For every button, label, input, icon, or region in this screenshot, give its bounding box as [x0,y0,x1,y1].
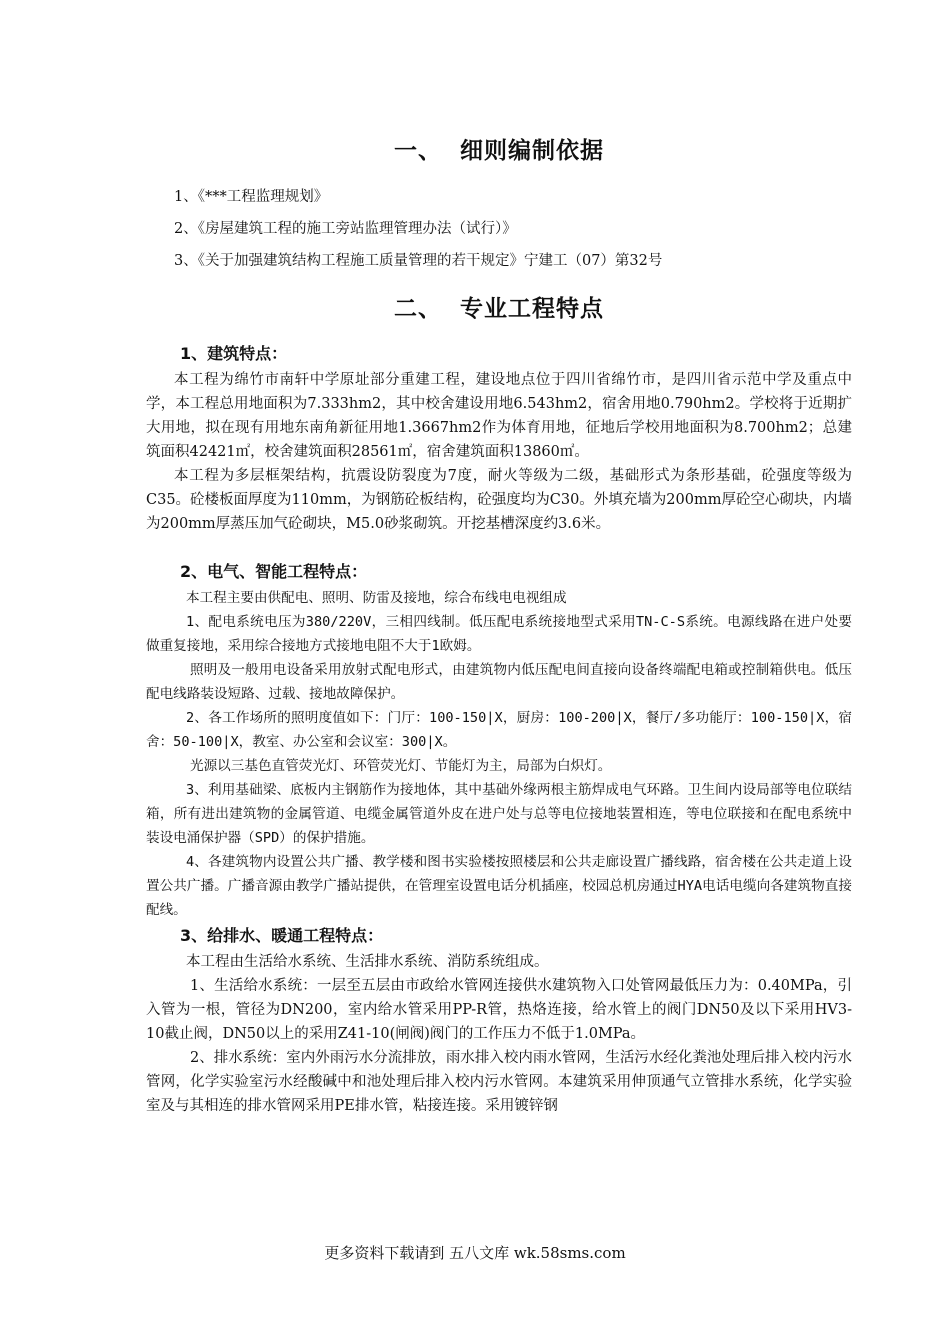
paragraph: 1、生活给水系统：一层至五层由市政给水管网连接供水建筑物入口处管网最低压力为：0.40MPa，引入管为一根，管径为DN200，室内给水管采用PP-R管，热烙连接，给水管上的阀门DN50及以下采用HV3-10截止阀，DN50以上的采用Z41-10(闸阀)阀门的工作压力不低于1.0MPa。 [146,978,852,1042]
page-footer: 更多资料下载请到 五八文库 wk.58sms.com [324,1244,626,1262]
paragraph: 本工程为绵竹市南轩中学原址部分重建工程，建设地点位于四川省绵竹市，是四川省示范中学及重点中学，本工程总用地面积为7.333hm2，其中校舍建设用地6.543hm2，宿舍用地0.790hm2。学校将于近期扩大用地，拟在现有用地东南角新征用地1.3667hm2作为体育用地，征地后学校用地面积为8.700hm2；总建筑面积42421㎡，校舍建筑面积28561㎡，宿舍建筑面积13860㎡。 [146,372,852,460]
section-title-text: 细则编制依据 [460,138,604,164]
reference-item: 2、《房屋建筑工程的施工旁站监理管理办法（试行）》 [174,221,517,237]
paragraph: 光源以三基色直管荧光灯、环管荧光灯、节能灯为主，局部为白炽灯。 [190,758,612,774]
section-title-text: 专业工程特点 [460,296,604,322]
section-number: 一、 [394,138,442,164]
document-content [146,128,852,1118]
section-number: 二、 [394,296,442,322]
paragraph: 本工程为多层框架结构，抗震设防裂度为7度，耐火等级为二级，基础形式为条形基础，砼强度等级为C35。砼楼板面厚度为110mm，为钢筋砼板结构，砼强度均为C30。外填充墙为200mm厚砼空心砌块，内墙为200mm厚蒸压加气砼砌块，M5.0砂浆砌筑。开挖基槽深度约3.6米。 [146,468,852,532]
subheading-architecture: 1、建筑特点： [180,344,288,363]
paragraph: 本工程由生活给水系统、生活排水系统、消防系统组成。 [186,954,549,970]
paragraph: 照明及一般用电设备采用放射式配电形式，由建筑物内低压配电间直接向设备终端配电箱或控制箱供电。低压配电线路装设短路、过载、接地故障保护。 [146,662,852,702]
subheading-water-hvac: 3、给排水、暖通工程特点： [180,926,384,945]
paragraph: 4、各建筑物内设置公共广播、教学楼和图书实验楼按照楼层和公共走廊设置广播线路，宿舍楼在公共走道上设置公共广播。广播音源由教学广播站提供，在管理室设置电话分机插座，校园总机房通过HYA电话电缆向各建筑物直接配线。 [146,854,852,918]
section-title-features [146,286,852,332]
paragraph: 本工程主要由供配电、照明、防雷及接地，综合布线电电视组成 [186,590,567,606]
paragraph: 2、排水系统：室内外雨污水分流排放，雨水排入校内雨水管网，生活污水经化粪池处理后排入校内污水管网，化学实验室污水经酸碱中和池处理后排入校内污水管网。本建筑采用伸顶通气立管排水系统，化学实验室及与其相连的排水管网采用PE排水管，粘接连接。采用镀锌钢 [146,1050,852,1114]
reference-item: 1、《***工程监理规划》 [174,189,329,205]
paragraph: 1、配电系统电压为380/220V，三相四线制。低压配电系统接地型式采用TN-C-S系统。电源线路在进户处要做重复接地，采用综合接地方式接地电阻不大于1欧姆。 [146,614,852,654]
subheading-electrical: 2、电气、智能工程特点： [180,562,368,581]
section-title-basis [146,128,852,174]
paragraph: 2、各工作场所的照明度值如下：门厅：100-150∣X，厨房：100-200∣X，餐厅/多功能厅：100-150∣X，宿舍：50-100∣X，教室、办公室和会议室：300∣X。 [146,710,852,750]
paragraph: 3、利用基础梁、底板内主钢筋作为接地体，其中基础外缘两根主筋焊成电气环路。卫生间内设局部等电位联结箱，所有进出建筑物的金属管道、电缆金属管道外皮在进户处与总等电位接地装置相连，等电位联接和在配电系统中装设电涌保护器（SPD）的保护措施。 [146,782,852,846]
reference-item: 3、《关于加强建筑结构工程施工质量管理的若干规定》宁建工（07）第32号 [174,253,663,269]
